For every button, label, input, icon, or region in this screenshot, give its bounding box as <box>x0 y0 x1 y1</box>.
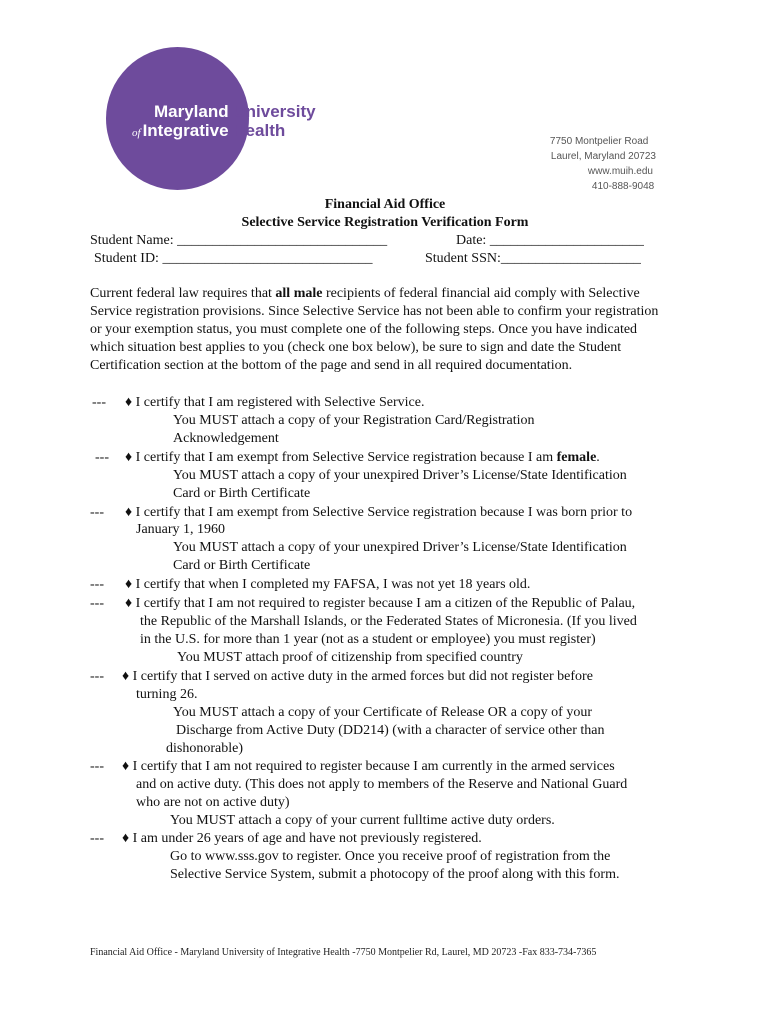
option-checkbox-2[interactable]: --- <box>95 450 109 465</box>
option-instruction-6: dishonorable) <box>166 741 243 756</box>
option-statement-2-bold: female <box>556 450 597 465</box>
option-instruction-2: You MUST attach a copy of your unexpired Driver’s License/State Identification <box>173 468 627 483</box>
option-statement-6: ♦ I certify that I served on active duty in the armed forces but did not register before <box>122 669 593 684</box>
option-statement-5: in the U.S. for more than 1 year (not as a student or employee) you must register) <box>140 632 596 647</box>
form-titles <box>0 196 770 232</box>
form-title: Selective Service Registration Verification Form <box>241 215 529 230</box>
address-street: 7750 Montpelier Road <box>549 136 649 147</box>
option-statement-3: ♦ I certify that I am exempt from Selective Service registration because I was born prior to <box>125 505 633 520</box>
option-checkbox-6[interactable]: --- <box>90 669 104 684</box>
option-checkbox-4[interactable]: --- <box>90 577 104 592</box>
option-statement-5: ♦ I certify that I am not required to register because I am a citizen of the Republic of Palau, <box>125 596 636 611</box>
option-instruction-6: You MUST attach a copy of your Certificate of Release OR a copy of your <box>173 705 592 720</box>
university-logo-text <box>132 102 316 143</box>
option-instruction-5: You MUST attach proof of citizenship from specified country <box>177 650 523 665</box>
logo-word-of: of <box>132 127 141 139</box>
option-checkbox-3[interactable]: --- <box>90 505 104 520</box>
page-footer: Financial Aid Office - Maryland University of Integrative Health -7750 Montpelier Rd, Laurel, MD 20723 -Fax 833-734-7365 <box>90 947 597 958</box>
letterhead <box>106 47 666 197</box>
option-statement-2-end: . <box>596 450 600 465</box>
option-instruction-3: Card or Birth Certificate <box>173 558 311 573</box>
logo-word-maryland: Maryland <box>154 102 229 121</box>
option-instruction-1: Acknowledgement <box>173 431 279 446</box>
option-instruction-1: You MUST attach a copy of your Registration Card/Registration <box>173 413 535 428</box>
option-statement-7: who are not on active duty) <box>136 795 290 810</box>
option-instruction-8: Go to www.sss.gov to register. Once you receive proof of registration from the <box>170 849 611 864</box>
option-statement-2 <box>125 449 600 467</box>
option-instruction-3: You MUST attach a copy of your unexpired Driver’s License/State Identification <box>173 540 627 555</box>
intro-text-bold: all male <box>275 286 323 301</box>
option-instruction-2: Card or Birth Certificate <box>173 486 311 501</box>
option-statement-8: ♦ I am under 26 years of age and have not previously registered. <box>122 831 482 846</box>
intro-text-post: recipients of federal financial aid comply with Selective Service registration provisions. Since Selective Service has not been able to confirm your registration or your exemption status, you must complete one of the following steps. Once you have indicated which situation best applies to you (check one box below), be sure to sign and date the Student Certification section at the bottom of the page and send in all required documentation. <box>90 286 659 373</box>
option-instruction-7: You MUST attach a copy of your current fulltime active duty orders. <box>170 813 555 828</box>
option-statement-3: January 1, 1960 <box>136 522 226 537</box>
intro-paragraph <box>90 285 670 375</box>
logo-word-university: University <box>233 102 316 121</box>
address-website[interactable]: www.muih.edu <box>587 166 653 177</box>
option-statement-2-text: ♦ I certify that I am exempt from Selective Service registration because I am <box>125 450 557 465</box>
student-name-field[interactable]: Student Name: ______________________________ <box>90 233 388 248</box>
option-statement-5: the Republic of the Marshall Islands, or the Federated States of Micronesia. (If you lived <box>140 614 637 629</box>
option-checkbox-5[interactable]: --- <box>90 596 104 611</box>
logo-word-health: Health <box>233 121 286 140</box>
option-statement-7: and on active duty. (This does not apply to members of the Reserve and National Guard <box>136 777 628 792</box>
address-city: Laurel, Maryland 20723 <box>550 151 656 162</box>
student-id-field[interactable]: Student ID: ______________________________ <box>94 251 373 266</box>
option-checkbox-7[interactable]: --- <box>90 759 104 774</box>
option-statement-4: ♦ I certify that when I completed my FAFSA, I was not yet 18 years old. <box>125 577 531 592</box>
address-phone: 410-888-9048 <box>591 181 655 192</box>
option-instruction-6: Discharge from Active Duty (DD214) (with a character of service other than <box>176 723 605 738</box>
student-ssn-field[interactable]: Student SSN:____________________ <box>425 251 641 266</box>
logo-word-integrative: Integrative <box>142 121 229 140</box>
option-checkbox-8[interactable]: --- <box>90 831 104 846</box>
option-statement-1: ♦ I certify that I am registered with Selective Service. <box>125 395 425 410</box>
date-field[interactable]: Date: ______________________ <box>456 233 644 248</box>
office-title: Financial Aid Office <box>324 197 446 212</box>
option-statement-6: turning 26. <box>136 687 198 702</box>
option-statement-7: ♦ I certify that I am not required to register because I am currently in the armed services <box>122 759 615 774</box>
option-instruction-8: Selective Service System, submit a photocopy of the proof along with this form. <box>170 867 620 882</box>
intro-text-pre: Current federal law requires that <box>90 286 276 301</box>
option-checkbox-1[interactable]: --- <box>92 395 106 410</box>
